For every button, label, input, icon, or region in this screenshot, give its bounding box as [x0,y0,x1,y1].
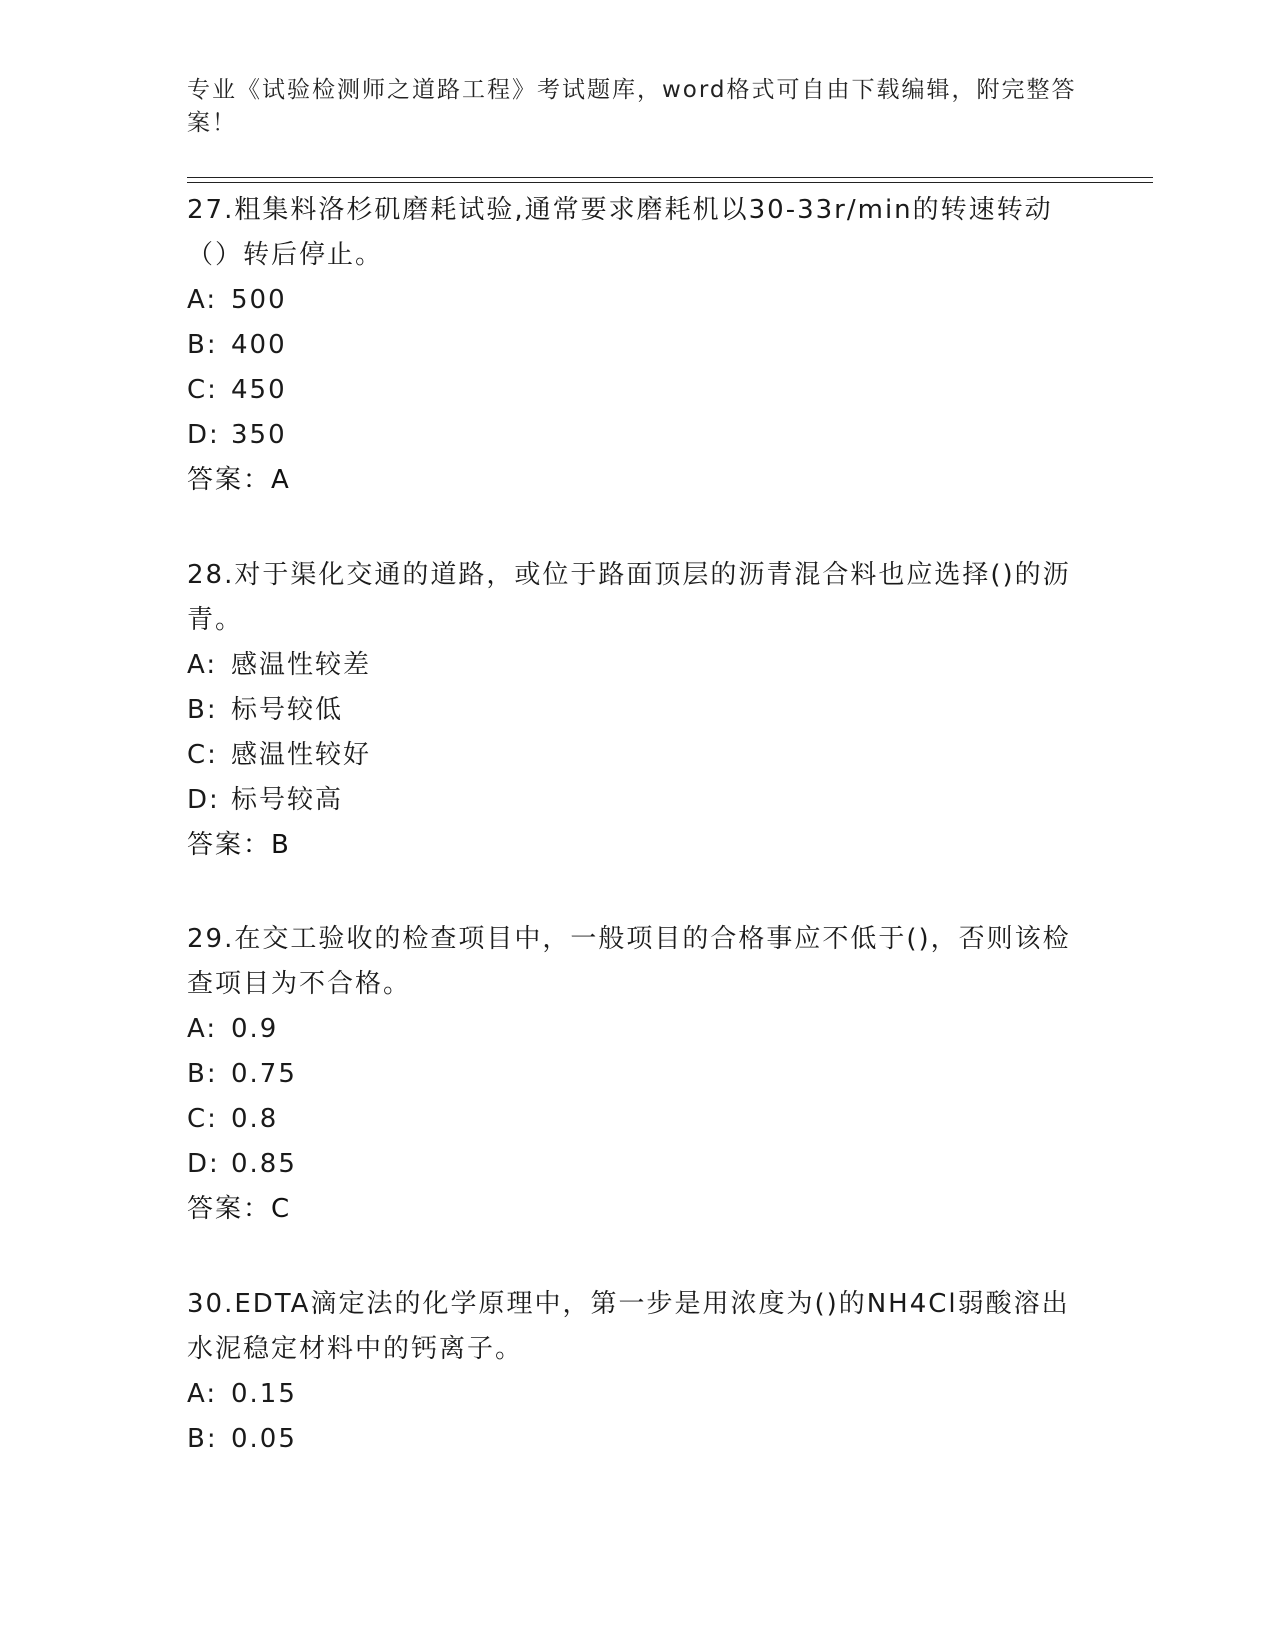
option-text: 350 [231,420,287,450]
option-c [187,733,1087,778]
option-letter: C: [187,375,218,405]
answer-line: 答案：A [187,465,291,495]
option-d [187,1142,1087,1187]
option-c [187,368,1087,413]
question-stem: 30.EDTA滴定法的化学原理中，第一步是用浓度为()的NH4Cl弱酸溶出水泥稳定材料中的钙离子。 [187,1289,1070,1364]
option-text: 标号较低 [231,695,344,725]
option-letter: B: [187,695,218,725]
option-d [187,778,1087,823]
answer-line: 答案：C [187,1194,292,1224]
option-letter: B: [187,330,218,360]
option-letter: A: [187,1379,218,1409]
document-header: 专业《试验检测师之道路工程》考试题库，word格式可自由下载编辑，附完整答案！ [187,77,1077,136]
option-b [187,688,1087,733]
option-b [187,1052,1087,1097]
option-text: 0.15 [231,1379,297,1409]
question-stem: 29.在交工验收的检查项目中，一般项目的合格事应不低于()，否则该检查项目为不合格。 [187,924,1071,999]
answer-line: 答案：B [187,830,291,860]
option-letter: A: [187,285,218,315]
option-letter: D: [187,785,220,815]
question-29 [187,917,1087,1232]
question-27 [187,188,1087,503]
option-a [187,643,1087,688]
option-letter: C: [187,740,218,770]
option-text: 0.9 [231,1014,279,1044]
option-text: 0.85 [231,1149,297,1179]
option-text: 感温性较好 [231,740,372,770]
option-letter: C: [187,1104,218,1134]
option-letter: D: [187,1149,220,1179]
header-divider-top [187,177,1153,178]
option-text: 感温性较差 [231,650,372,680]
option-a [187,278,1087,323]
option-d [187,413,1087,458]
option-a [187,1372,1087,1417]
option-c [187,1097,1087,1142]
option-text: 400 [231,330,287,360]
option-text: 标号较高 [231,785,344,815]
option-letter: D: [187,420,220,450]
option-letter: B: [187,1059,218,1089]
option-b [187,1417,1087,1462]
header-divider-bottom [187,182,1153,183]
question-28 [187,553,1087,868]
question-30 [187,1282,1087,1462]
option-letter: A: [187,1014,218,1044]
option-text: 500 [231,285,287,315]
option-letter: B: [187,1424,218,1454]
option-b [187,323,1087,368]
option-text: 450 [231,375,287,405]
option-text: 0.75 [231,1059,297,1089]
option-a [187,1007,1087,1052]
option-text: 0.05 [231,1424,297,1454]
question-stem: 27.粗集料洛杉矶磨耗试验,通常要求磨耗机以30-33r/min的转速转动（）转后停止。 [187,195,1053,270]
option-letter: A: [187,650,218,680]
option-text: 0.8 [231,1104,279,1134]
question-stem: 28.对于渠化交通的道路，或位于路面顶层的沥青混合料也应选择()的沥青。 [187,560,1071,635]
